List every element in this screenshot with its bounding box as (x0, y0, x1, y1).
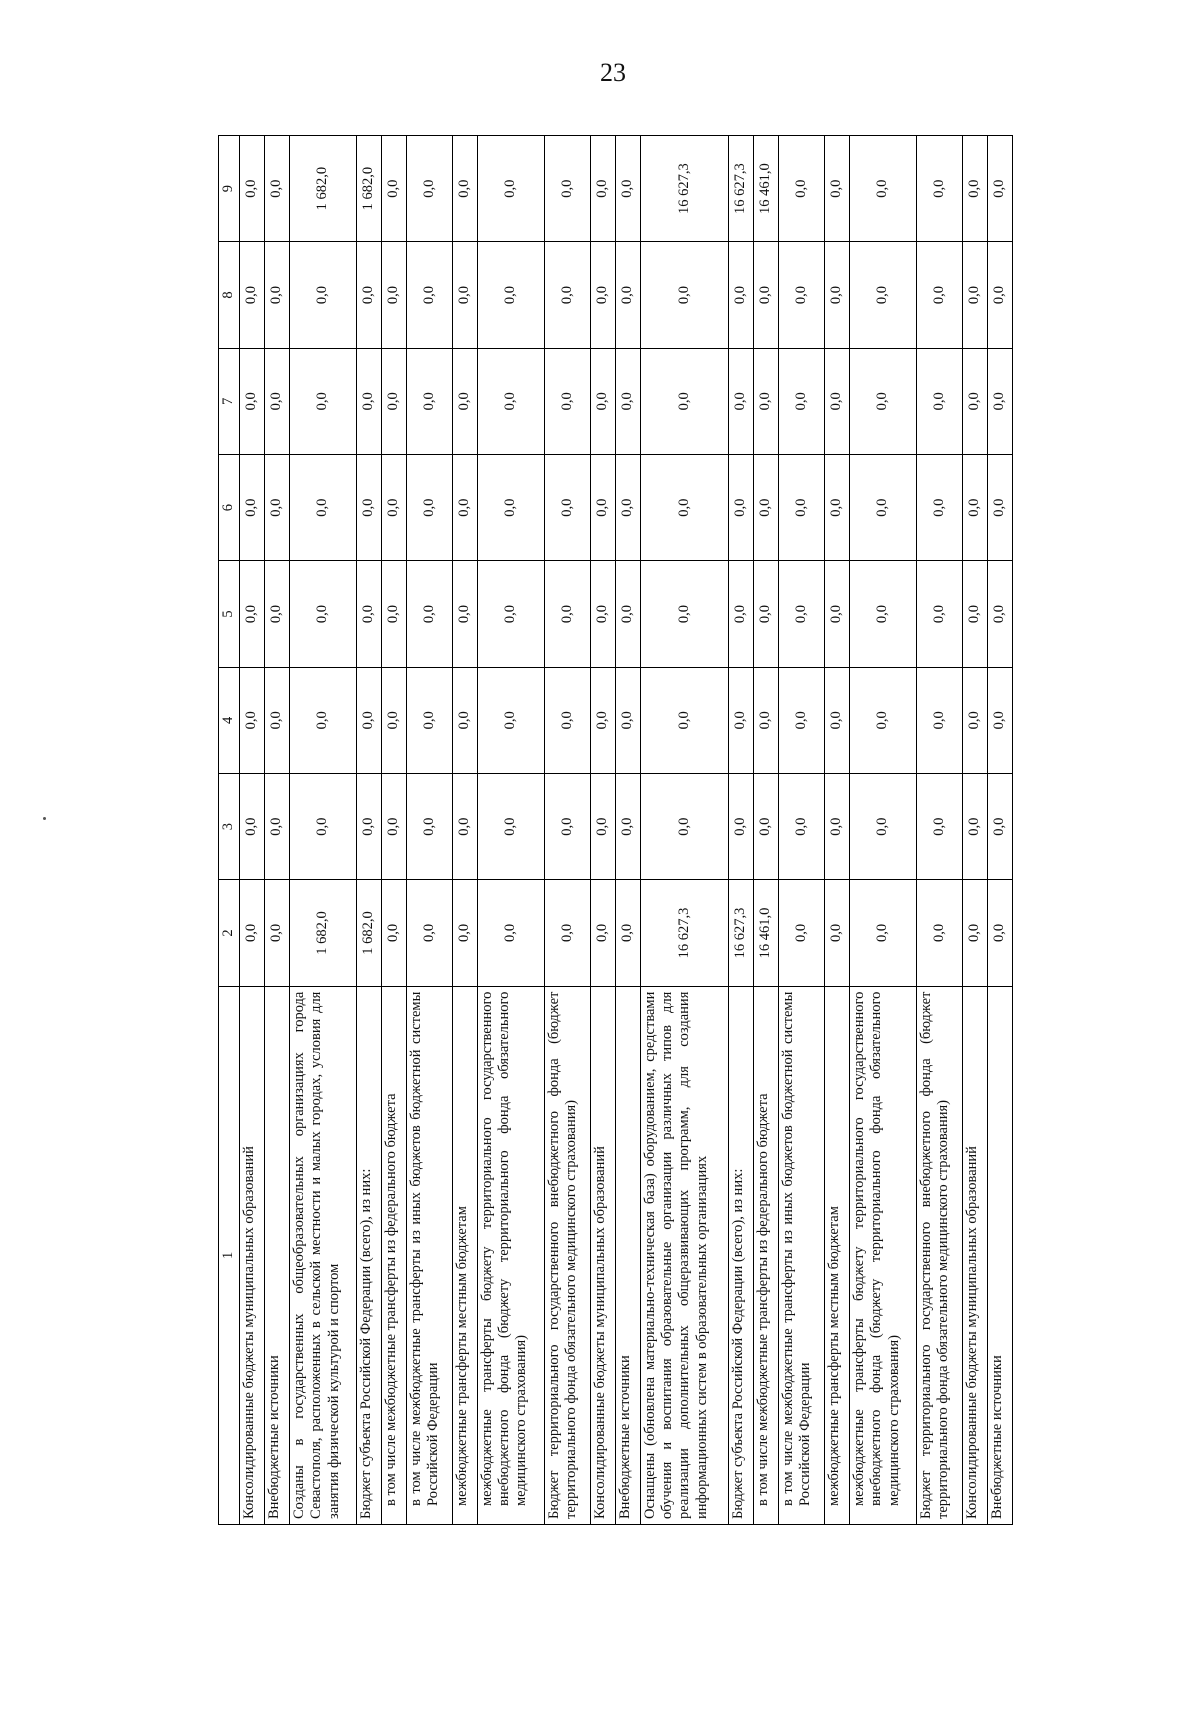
value-cell: 0,0 (778, 667, 824, 773)
value-cell: 0,0 (849, 455, 916, 561)
value-cell: 0,0 (590, 773, 615, 879)
value-cell: 0,0 (264, 667, 289, 773)
value-cell: 0,0 (381, 242, 406, 348)
value-cell: 0,0 (544, 880, 590, 986)
value-cell: 0,0 (963, 880, 988, 986)
row-label: межбюджетные трансферты местным бюджетам (452, 986, 477, 1524)
value-cell: 0,0 (544, 242, 590, 348)
value-cell: 0,0 (356, 242, 381, 348)
value-cell: 0,0 (754, 561, 779, 667)
row-label: Бюджет территориального государственного внебюджетного фонда (бюджет территориального фонда обязательного медицинского страхования) (917, 986, 963, 1524)
value-cell: 0,0 (544, 455, 590, 561)
value-cell: 16 627,3 (640, 136, 728, 242)
value-cell: 0,0 (615, 455, 640, 561)
value-cell: 0,0 (381, 348, 406, 454)
value-cell: 0,0 (452, 561, 477, 667)
value-cell: 0,0 (477, 242, 544, 348)
row-label: Внебюджетные источники (264, 986, 289, 1524)
value-cell: 0,0 (406, 667, 452, 773)
row-label: Внебюджетные источники (615, 986, 640, 1524)
value-cell: 0,0 (406, 348, 452, 454)
value-cell: 0,0 (963, 455, 988, 561)
value-cell: 0,0 (406, 455, 452, 561)
value-cell: 0,0 (824, 348, 849, 454)
value-cell: 0,0 (240, 136, 265, 242)
value-cell: 16 461,0 (754, 880, 779, 986)
table-row (452, 136, 477, 1525)
value-cell: 0,0 (754, 348, 779, 454)
value-cell: 0,0 (963, 667, 988, 773)
value-cell: 0,0 (477, 773, 544, 879)
value-cell: 0,0 (640, 667, 728, 773)
row-label: межбюджетные трансферты бюджету территориального государственного внебюджетного фонда (бюджету территориального фонда обязательного медицинского страхования) (477, 986, 544, 1524)
value-cell: 0,0 (824, 455, 849, 561)
value-cell: 0,0 (987, 561, 1012, 667)
value-cell: 0,0 (778, 773, 824, 879)
value-cell: 0,0 (264, 242, 289, 348)
row-label: Бюджет территориального государственного внебюджетного фонда (бюджет территориального фонда обязательного медицинского страхования) (544, 986, 590, 1524)
value-cell: 0,0 (544, 773, 590, 879)
value-cell: 0,0 (452, 242, 477, 348)
value-cell: 16 461,0 (754, 136, 779, 242)
row-label: Внебюджетные источники (987, 986, 1012, 1524)
value-cell: 0,0 (824, 667, 849, 773)
value-cell: 0,0 (754, 242, 779, 348)
value-cell: 0,0 (987, 880, 1012, 986)
row-label: Консолидированные бюджеты муниципальных образований (590, 986, 615, 1524)
table-row (754, 136, 779, 1525)
row-label: Оснащены (обновлена материально-техническая база) оборудованием, средствами обучения и воспитания образовательные организации различных типов для реализации дополнительных общеразвивающих программ, для создания информационных систем в образовательных организациях (640, 986, 728, 1524)
value-cell: 0,0 (917, 773, 963, 879)
value-cell: 0,0 (356, 455, 381, 561)
table-row (544, 136, 590, 1525)
value-cell: 0,0 (406, 136, 452, 242)
row-label: Консолидированные бюджеты муниципальных образований (963, 986, 988, 1524)
value-cell: 0,0 (824, 136, 849, 242)
scan-speck (43, 817, 46, 820)
value-cell: 0,0 (729, 242, 754, 348)
column-header: 4 (219, 667, 240, 773)
value-cell: 0,0 (917, 136, 963, 242)
row-label: Бюджет субъекта Российской Федерации (всего), из них: (356, 986, 381, 1524)
value-cell: 0,0 (849, 136, 916, 242)
value-cell: 0,0 (615, 561, 640, 667)
table-row (917, 136, 963, 1525)
table-row (240, 136, 265, 1525)
page-number: 23 (600, 58, 626, 87)
value-cell: 0,0 (381, 667, 406, 773)
value-cell: 16 627,3 (729, 880, 754, 986)
value-cell: 0,0 (917, 667, 963, 773)
value-cell: 0,0 (963, 136, 988, 242)
value-cell: 0,0 (615, 136, 640, 242)
value-cell: 1 682,0 (356, 136, 381, 242)
value-cell: 0,0 (824, 880, 849, 986)
row-label: межбюджетные трансферты бюджету территориального государственного внебюджетного фонда (бюджету территориального фонда обязательного медицинского страхования) (849, 986, 916, 1524)
value-cell: 0,0 (615, 348, 640, 454)
value-cell: 0,0 (544, 136, 590, 242)
column-header: 1 (219, 986, 240, 1524)
value-cell: 0,0 (615, 880, 640, 986)
value-cell: 0,0 (289, 561, 356, 667)
value-cell: 0,0 (264, 455, 289, 561)
table-row (615, 136, 640, 1525)
value-cell: 0,0 (477, 348, 544, 454)
value-cell: 0,0 (356, 561, 381, 667)
value-cell: 0,0 (778, 348, 824, 454)
value-cell: 0,0 (917, 242, 963, 348)
column-header: 3 (219, 773, 240, 879)
table-body (240, 136, 1013, 1525)
value-cell: 0,0 (917, 880, 963, 986)
value-cell: 0,0 (240, 455, 265, 561)
value-cell: 0,0 (264, 136, 289, 242)
value-cell: 0,0 (590, 667, 615, 773)
value-cell: 0,0 (729, 773, 754, 879)
table-row (477, 136, 544, 1525)
column-header: 8 (219, 242, 240, 348)
value-cell: 0,0 (615, 242, 640, 348)
value-cell: 0,0 (987, 348, 1012, 454)
table-row (963, 136, 988, 1525)
value-cell: 0,0 (778, 561, 824, 667)
rotated-table-container (218, 135, 1013, 1525)
value-cell: 0,0 (240, 667, 265, 773)
value-cell: 1 682,0 (356, 880, 381, 986)
value-cell: 0,0 (381, 561, 406, 667)
value-cell: 0,0 (356, 667, 381, 773)
value-cell: 0,0 (544, 561, 590, 667)
value-cell: 0,0 (640, 773, 728, 879)
value-cell: 0,0 (849, 561, 916, 667)
value-cell: 0,0 (590, 561, 615, 667)
value-cell: 0,0 (381, 880, 406, 986)
value-cell: 0,0 (381, 455, 406, 561)
value-cell: 0,0 (987, 455, 1012, 561)
column-header: 6 (219, 455, 240, 561)
value-cell: 0,0 (917, 348, 963, 454)
value-cell: 0,0 (406, 880, 452, 986)
column-header: 7 (219, 348, 240, 454)
value-cell: 0,0 (452, 455, 477, 561)
value-cell: 0,0 (590, 348, 615, 454)
value-cell: 0,0 (987, 667, 1012, 773)
value-cell: 0,0 (963, 242, 988, 348)
value-cell: 0,0 (240, 561, 265, 667)
value-cell: 0,0 (381, 136, 406, 242)
row-label: в том числе межбюджетные трансферты из федерального бюджета (754, 986, 779, 1524)
value-cell: 1 682,0 (289, 136, 356, 242)
row-label: в том числе межбюджетные трансферты из иных бюджетов бюджетной системы Российской Федерации (406, 986, 452, 1524)
value-cell: 0,0 (640, 348, 728, 454)
table-row (264, 136, 289, 1525)
table-row (824, 136, 849, 1525)
value-cell: 16 627,3 (640, 880, 728, 986)
table-row (849, 136, 916, 1525)
value-cell: 0,0 (289, 348, 356, 454)
value-cell: 0,0 (590, 880, 615, 986)
value-cell: 0,0 (356, 773, 381, 879)
value-cell: 0,0 (987, 242, 1012, 348)
value-cell: 0,0 (729, 455, 754, 561)
value-cell: 0,0 (240, 242, 265, 348)
value-cell: 0,0 (963, 348, 988, 454)
table-row (590, 136, 615, 1525)
value-cell: 0,0 (477, 667, 544, 773)
value-cell: 0,0 (917, 561, 963, 667)
value-cell: 0,0 (778, 880, 824, 986)
value-cell: 0,0 (640, 561, 728, 667)
value-cell: 0,0 (356, 348, 381, 454)
row-label: Консолидированные бюджеты муниципальных образований (240, 986, 265, 1524)
value-cell: 0,0 (406, 242, 452, 348)
value-cell: 0,0 (729, 348, 754, 454)
table-row (987, 136, 1012, 1525)
value-cell: 0,0 (729, 667, 754, 773)
value-cell: 0,0 (289, 242, 356, 348)
value-cell: 0,0 (452, 773, 477, 879)
table-row (640, 136, 728, 1525)
row-label: в том числе межбюджетные трансферты из федерального бюджета (381, 986, 406, 1524)
header-row (219, 136, 240, 1525)
row-label: межбюджетные трансферты местным бюджетам (824, 986, 849, 1524)
value-cell: 0,0 (963, 561, 988, 667)
value-cell: 0,0 (240, 880, 265, 986)
value-cell: 0,0 (824, 242, 849, 348)
value-cell: 0,0 (849, 242, 916, 348)
table-row (729, 136, 754, 1525)
value-cell: 0,0 (544, 667, 590, 773)
table-row (778, 136, 824, 1525)
value-cell: 0,0 (987, 136, 1012, 242)
table-row (406, 136, 452, 1525)
value-cell: 0,0 (824, 773, 849, 879)
value-cell: 0,0 (590, 136, 615, 242)
value-cell: 0,0 (477, 136, 544, 242)
value-cell: 0,0 (640, 242, 728, 348)
value-cell: 16 627,3 (729, 136, 754, 242)
value-cell: 0,0 (963, 773, 988, 879)
row-label: Созданы в государственных общеобразовательных организациях города Севастополя, расположенных в сельской местности и малых городах, условия для занятия физической культурой и спортом (289, 986, 356, 1524)
value-cell: 0,0 (452, 667, 477, 773)
value-cell: 0,0 (477, 880, 544, 986)
value-cell: 0,0 (590, 242, 615, 348)
value-cell: 0,0 (729, 561, 754, 667)
value-cell: 0,0 (615, 667, 640, 773)
value-cell: 0,0 (264, 880, 289, 986)
value-cell: 0,0 (452, 880, 477, 986)
column-header: 5 (219, 561, 240, 667)
value-cell: 0,0 (754, 455, 779, 561)
value-cell: 0,0 (264, 348, 289, 454)
value-cell: 0,0 (406, 561, 452, 667)
table-row (381, 136, 406, 1525)
value-cell: 0,0 (849, 773, 916, 879)
value-cell: 0,0 (452, 136, 477, 242)
value-cell: 0,0 (240, 348, 265, 454)
column-header: 2 (219, 880, 240, 986)
value-cell: 0,0 (544, 348, 590, 454)
table-row (356, 136, 381, 1525)
value-cell: 1 682,0 (289, 880, 356, 986)
value-cell: 0,0 (289, 667, 356, 773)
value-cell: 0,0 (477, 561, 544, 667)
value-cell: 0,0 (381, 773, 406, 879)
value-cell: 0,0 (640, 455, 728, 561)
value-cell: 0,0 (289, 455, 356, 561)
value-cell: 0,0 (264, 773, 289, 879)
value-cell: 0,0 (917, 455, 963, 561)
budget-table (218, 135, 1013, 1525)
table-row (289, 136, 356, 1525)
value-cell: 0,0 (849, 348, 916, 454)
value-cell: 0,0 (987, 773, 1012, 879)
value-cell: 0,0 (778, 455, 824, 561)
value-cell: 0,0 (778, 242, 824, 348)
value-cell: 0,0 (477, 455, 544, 561)
column-header: 9 (219, 136, 240, 242)
value-cell: 0,0 (615, 773, 640, 879)
value-cell: 0,0 (849, 667, 916, 773)
value-cell: 0,0 (824, 561, 849, 667)
value-cell: 0,0 (240, 773, 265, 879)
value-cell: 0,0 (289, 773, 356, 879)
value-cell: 0,0 (264, 561, 289, 667)
row-label: в том числе межбюджетные трансферты из иных бюджетов бюджетной системы Российской Федерации (778, 986, 824, 1524)
row-label: Бюджет субъекта Российской Федерации (всего), из них: (729, 986, 754, 1524)
value-cell: 0,0 (754, 667, 779, 773)
value-cell: 0,0 (590, 455, 615, 561)
value-cell: 0,0 (754, 773, 779, 879)
value-cell: 0,0 (406, 773, 452, 879)
value-cell: 0,0 (452, 348, 477, 454)
value-cell: 0,0 (849, 880, 916, 986)
value-cell: 0,0 (778, 136, 824, 242)
